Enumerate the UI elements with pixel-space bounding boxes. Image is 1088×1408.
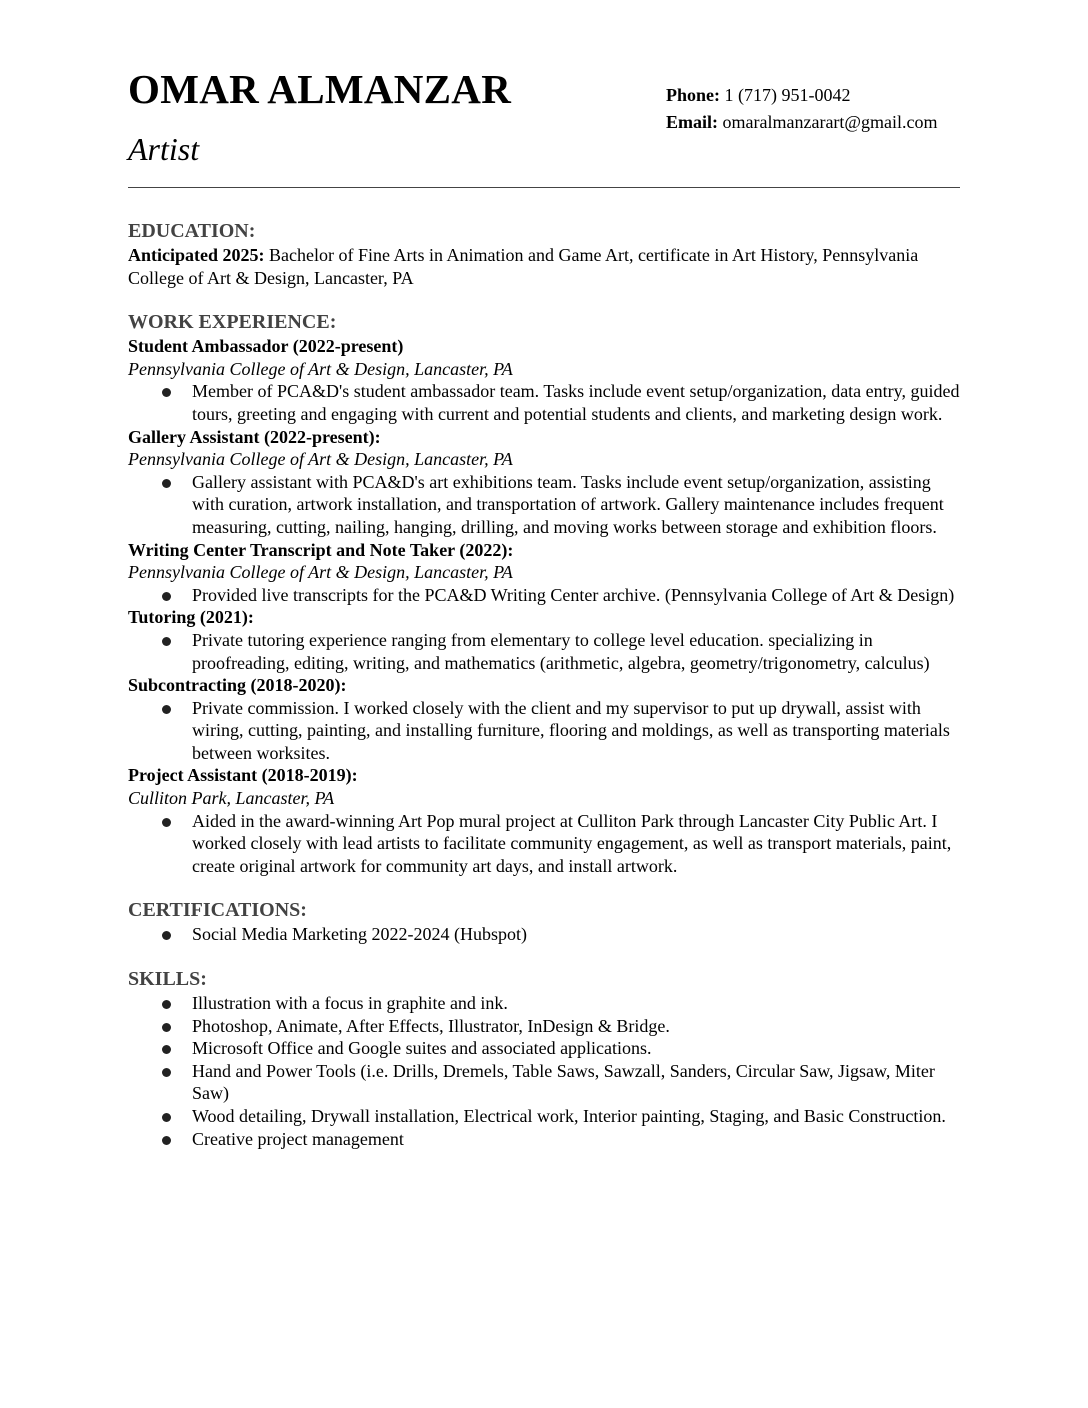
work-heading: WORK EXPERIENCE: (128, 311, 337, 334)
skill-text: Wood detailing, Drywall installation, Electrical work, Interior painting, Staging, and Basic Construction. (192, 1106, 946, 1126)
job-entry (128, 606, 960, 674)
job-entry (128, 335, 960, 425)
job-title: Student Ambassador (2022-present) (128, 336, 404, 357)
skill-text: Photoshop, Animate, After Effects, Illustrator, InDesign & Bridge. (192, 1015, 670, 1036)
skill-text: Microsoft Office and Google suites and associated applications. (192, 1038, 652, 1059)
bullet-icon (162, 1136, 171, 1145)
bullet-icon (162, 479, 171, 488)
bullet-icon (162, 1045, 171, 1054)
skills-section (128, 967, 960, 1150)
list-item (128, 1128, 960, 1151)
phone-value: 1 (717) 951-0042 (724, 85, 851, 105)
bullet-text: Member of PCA&D's student ambassador team. Tasks include event setup/organization, data entry, guided tours, greeting and engaging with current and potential students and clients, and marketing design work. (192, 381, 960, 424)
email-value: omaralmanzarart@gmail.com (722, 112, 938, 132)
job-title: Gallery Assistant (2022-present): (128, 426, 381, 447)
phone-label: Phone: (666, 85, 720, 105)
list-item (128, 1037, 960, 1060)
skill-text: Illustration with a focus in graphite and ink. (192, 993, 508, 1014)
bullet-icon (162, 931, 171, 940)
list-item (128, 380, 960, 425)
job-organization: Pennsylvania College of Art & Design, Lancaster, PA (128, 358, 513, 379)
bullet-icon (162, 818, 171, 827)
job-entry (128, 539, 960, 607)
bullet-text: Private commission. I worked closely with the client and my supervisor to put up drywall, assist with wiring, cutting, painting, and installing furniture, flooring and moldings, as well as transporting materials between worksites. (192, 697, 950, 763)
job-bullets (128, 471, 960, 539)
job-bullets (128, 697, 960, 765)
job-bullets (128, 629, 960, 674)
list-item (128, 584, 960, 607)
header-divider (128, 187, 960, 188)
email-label: Email: (666, 112, 718, 132)
list-item (128, 697, 960, 765)
bullet-text: Gallery assistant with PCA&D's art exhibitions team. Tasks include event setup/organization, assisting with curation, artwork installation, and transportation of artwork. Gallery maintenance includes frequent measuring, cutting, nailing, hanging, drilling, and moving works between storage and exhibition floors. (192, 471, 944, 537)
bullet-icon (162, 388, 171, 397)
education-date: Anticipated 2025: (128, 245, 265, 265)
list-item (128, 810, 960, 878)
bullet-text: Provided live transcripts for the PCA&D Writing Center archive. (Pennsylvania College of Art & Design) (192, 584, 955, 605)
contact-block (666, 82, 937, 136)
job-title: Project Assistant (2018-2019): (128, 765, 358, 786)
resume-body (128, 219, 960, 1150)
list-item (128, 923, 960, 946)
list-item (128, 992, 960, 1015)
job-bullets (128, 584, 960, 607)
job-bullets (128, 810, 960, 878)
job-bullets (128, 380, 960, 425)
bullet-icon (162, 592, 171, 601)
job-organization: Pennsylvania College of Art & Design, Lancaster, PA (128, 449, 513, 470)
bullet-text: Private tutoring experience ranging from elementary to college level education. specializing in proofreading, editing, writing, and mathematics (arithmetic, algebra, geometry/trigonometry, calculus) (192, 629, 930, 673)
certification-text: Social Media Marketing 2022-2024 (Hubspot) (192, 924, 527, 945)
job-entry (128, 764, 960, 877)
bullet-icon (162, 1068, 171, 1077)
skills-heading: SKILLS: (128, 968, 207, 991)
job-organization: Culliton Park, Lancaster, PA (128, 788, 335, 809)
job-title: Subcontracting (2018-2020): (128, 675, 347, 696)
bullet-text: Aided in the award-winning Art Pop mural project at Culliton Park through Lancaster City Public Art. I worked closely with lead artists to facilitate community engagement, as well as transport materials, paint, create original artwork for community art days, and install artwork. (192, 810, 952, 876)
resume-role: Artist (128, 131, 200, 167)
education-text: Bachelor of Fine Arts in Animation and Game Art, certificate in Art History, Pennsylvania College of Art & Design, Lancaster, PA (128, 245, 919, 288)
work-section (128, 310, 960, 877)
job-entry (128, 426, 960, 539)
bullet-icon (162, 637, 171, 646)
education-heading: EDUCATION: (128, 220, 256, 242)
job-organization: Pennsylvania College of Art & Design, Lancaster, PA (128, 562, 513, 583)
list-item (128, 1105, 960, 1128)
skills-list (128, 992, 960, 1150)
list-item (128, 471, 960, 539)
bullet-icon (162, 1000, 171, 1009)
bullet-icon (162, 705, 171, 714)
certifications-section (128, 898, 960, 946)
job-title: Tutoring (2021): (128, 607, 254, 628)
skill-text: Creative project management (192, 1128, 404, 1149)
job-entry (128, 674, 960, 764)
education-entry (128, 244, 960, 289)
list-item (128, 1015, 960, 1038)
bullet-icon (162, 1023, 171, 1032)
list-item (128, 629, 960, 674)
job-title: Writing Center Transcript and Note Taker (2022): (128, 539, 514, 560)
list-item (128, 1060, 960, 1105)
bullet-icon (162, 1113, 171, 1122)
skill-text: Hand and Power Tools (i.e. Drills, Dremels, Table Saws, Sawzall, Sanders, Circular Saw, Jigsaw, Miter Saw) (192, 1060, 935, 1104)
resume-name: OMAR ALMANZAR (128, 66, 512, 112)
certifications-list (128, 923, 960, 946)
email-line (666, 109, 937, 136)
education-section (128, 219, 960, 289)
phone-line (666, 82, 937, 109)
certifications-heading: CERTIFICATIONS: (128, 899, 307, 922)
